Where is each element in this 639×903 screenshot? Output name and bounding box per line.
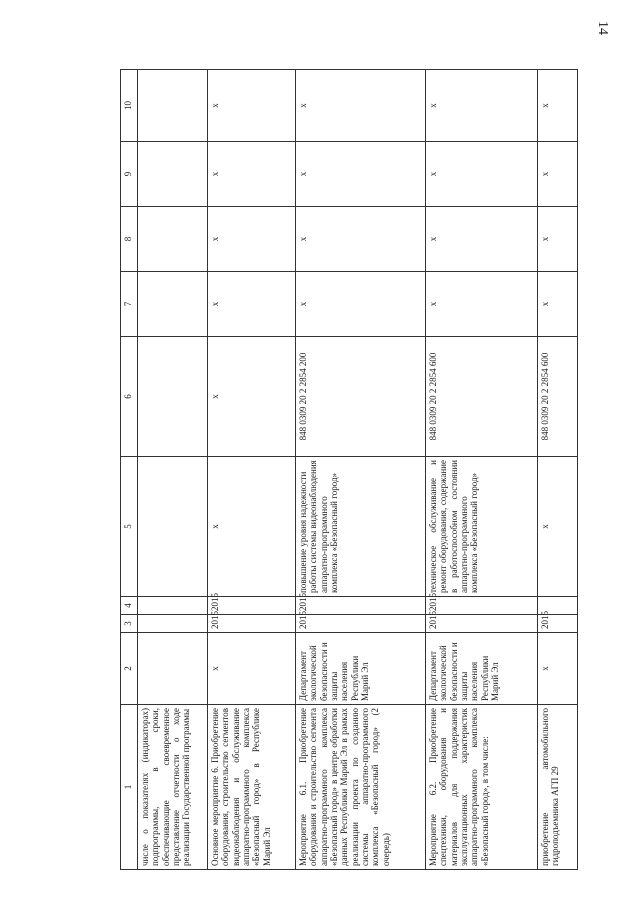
- cell-executor: Департамент экологической безопасности и защиты населения Республики Марий Эл: [426, 633, 538, 705]
- cell-start: [138, 615, 208, 633]
- cell-9: x: [208, 142, 296, 207]
- cell-10: x: [538, 70, 578, 142]
- cell-end: 2015: [208, 597, 296, 615]
- cell-start: 2015: [426, 615, 538, 633]
- cell-executor: x: [208, 633, 296, 705]
- cell-7: x: [426, 272, 538, 337]
- cell-code: 848 0309 20 2 2854 600: [538, 337, 578, 457]
- cell-8: x: [426, 207, 538, 272]
- cell-measure: числе о показателях (индикаторах) подпрограммы, в сроки, обеспечивающие своевременное представление отчетности о ходе реализации Государственной программы: [138, 705, 208, 870]
- cell-8: x: [538, 207, 578, 272]
- col-header-6: 6: [121, 337, 138, 457]
- cell-measure: Мероприятие 6.1. Приобретение оборудования и строительство сегмента аппаратно-программного комплекса «Безопасный город» в центре обработки данных Республики Марий Эл в рамках реализации проекта по созданию системы аппаратно-программного комплекса «Безопасный город» (2 очередь): [296, 705, 426, 870]
- cell-10: x: [296, 70, 426, 142]
- col-header-8: 8: [121, 207, 138, 272]
- col-header-7: 7: [121, 272, 138, 337]
- cell-end: [138, 597, 208, 615]
- col-header-3: 3: [121, 615, 138, 633]
- cell-code: [138, 337, 208, 457]
- cell-8: x: [208, 207, 296, 272]
- table-row: [426, 70, 538, 870]
- cell-result: x: [208, 457, 296, 597]
- cell-executor: x: [538, 633, 578, 705]
- cell-7: x: [538, 272, 578, 337]
- rotated-table-wrapper: [120, 70, 610, 870]
- cell-10: x: [208, 70, 296, 142]
- cell-10: x: [426, 70, 538, 142]
- cell-start: 2015: [538, 615, 578, 633]
- cell-10: [138, 70, 208, 142]
- cell-result: x: [538, 457, 578, 597]
- page-number: 14: [595, 21, 610, 35]
- cell-measure: приобретение автомобильного гидроподъемника АГП 29: [538, 705, 578, 870]
- cell-7: x: [296, 272, 426, 337]
- cell-executor: [138, 633, 208, 705]
- cell-result: техническое обслуживание и ремонт оборудования, содержание в работоспособном состоянии аппаратно-программного комплекса «Безопасный город»: [426, 457, 538, 597]
- header-row: [121, 70, 138, 870]
- measures-table: [120, 69, 578, 870]
- cell-code: 848 0309 20 2 2854 600: [426, 337, 538, 457]
- cell-9: x: [296, 142, 426, 207]
- cell-start: 2015: [296, 615, 426, 633]
- col-header-2: 2: [121, 633, 138, 705]
- col-header-5: 5: [121, 457, 138, 597]
- table-row: [538, 70, 578, 870]
- cell-code: x: [208, 337, 296, 457]
- cell-end: 2015: [296, 597, 426, 615]
- cell-code: 848 0309 20 2 2854 200: [296, 337, 426, 457]
- cell-result: повышение уровня надежности работы системы видеонаблюдения аппаратно-программного комплекса «Безопасный город»: [296, 457, 426, 597]
- cell-end: 2015: [426, 597, 538, 615]
- col-header-4: 4: [121, 597, 138, 615]
- table-row: [138, 70, 208, 870]
- cell-7: x: [208, 272, 296, 337]
- cell-measure: Основное мероприятие 6. Приобретение оборудования, строительство сегментов видеонаблюдения и обслуживание аппаратно-программного комплекса «Безопасный город» в Республике Марий Эл: [208, 705, 296, 870]
- cell-8: [138, 207, 208, 272]
- col-header-10: 10: [121, 70, 138, 142]
- cell-9: x: [426, 142, 538, 207]
- cell-8: x: [296, 207, 426, 272]
- cell-result: [138, 457, 208, 597]
- cell-9: x: [538, 142, 578, 207]
- cell-7: [138, 272, 208, 337]
- col-header-9: 9: [121, 142, 138, 207]
- cell-9: [138, 142, 208, 207]
- table-row: [296, 70, 426, 870]
- cell-measure: Мероприятие 6.2. Приобретение спецтехники, оборудования и материалов для поддержания эксплуатационных характеристик аппаратно-программного комплекса «Безопасный город», в том числе:: [426, 705, 538, 870]
- cell-start: 2015: [208, 615, 296, 633]
- col-header-1: 1: [121, 705, 138, 870]
- cell-executor: Департамент экологической безопасности и защиты населения Республики Марий Эл: [296, 633, 426, 705]
- table-row: [208, 70, 296, 870]
